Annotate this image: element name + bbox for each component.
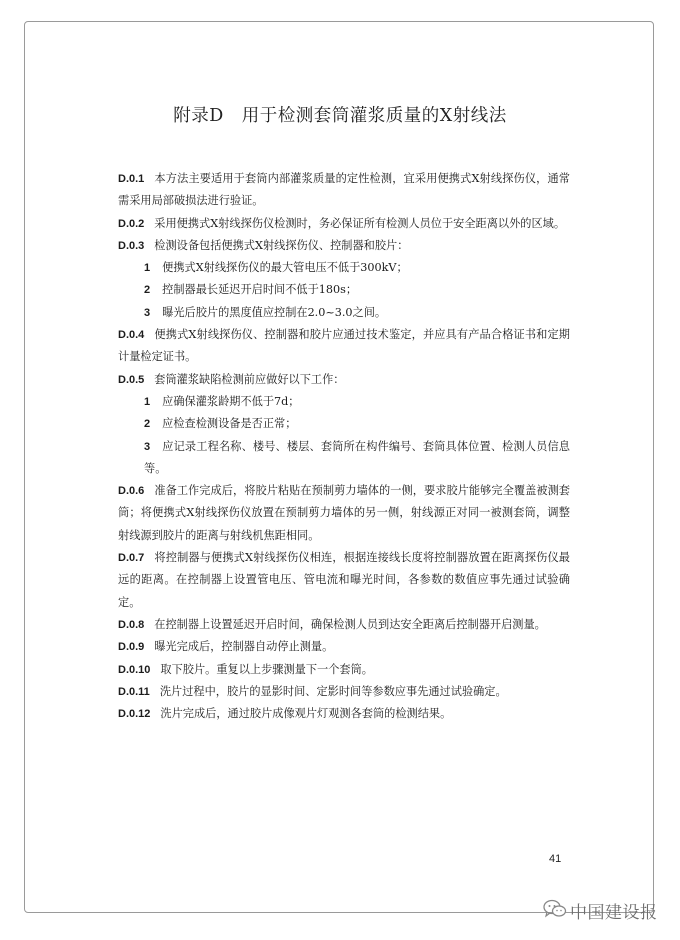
list-item-number: 2 [144,418,151,431]
watermark-text: 中国建设报 [570,903,658,923]
clause-number: D.0.4 [118,329,145,342]
list-item [118,413,570,435]
clause-number: D.0.10 [118,663,151,676]
list-item-number: 3 [144,440,151,453]
clause-d-0-10 [118,659,570,681]
clause-text: 准备工作完成后，将胶片粘贴在预制剪力墙体的一侧，要求胶片能够完全覆盖被测套筒；将便携式X射线探伤仪放置在预制剪力墙体的另一侧，射线源正对同一被测套筒，调整射线源到胶片的距离与射线机焦距相同。 [118,484,570,542]
clause-d-0-8 [118,614,570,636]
list-item-text: 应记录工程名称、楼号、楼层、套筒所在构件编号、套筒具体位置、检测人员信息等。 [144,439,570,475]
clause-d-0-12 [118,703,570,725]
clause-d-0-7 [118,547,570,614]
clause-text: 套筒灌浆缺陷检测前应做好以下工作： [154,372,345,386]
list-item-text: 应检查检测设备是否正常； [162,417,297,431]
clause-d-0-5 [118,369,570,391]
clause-number: D.0.7 [118,552,145,565]
clause-d-0-4 [118,324,570,369]
list-item-text: 曝光后胶片的黑度值应控制在2.0~3.0之间。 [162,305,387,319]
clause-number: D.0.9 [118,641,145,654]
clause-text: 将控制器与便携式X射线探伤仪相连，根据连接线长度将控制器放置在距离探伤仪最远的距离。在控制器上设置管电压、管电流和曝光时间，各参数的数值应事先通过试验确定。 [118,551,570,609]
clause-text: 洗片完成后，通过胶片成像观片灯观测各套筒的检测结果。 [160,707,452,721]
clause-text: 检测设备包括便携式X射线探伤仪、控制器和胶片： [154,238,409,252]
list-item-text: 应确保灌浆龄期不低于7d； [162,394,300,408]
list-item-number: 1 [144,395,151,408]
clause-number: D.0.8 [118,618,145,631]
clause-d-0-9 [118,636,570,658]
clause-text: 洗片过程中，胶片的显影时间、定影时间等参数应事先通过试验确定。 [159,684,507,698]
clause-number: D.0.2 [118,217,145,230]
clause-number: D.0.11 [118,685,150,698]
watermark [543,898,658,923]
clause-text: 采用便携式X射线探伤仪检测时，务必保证所有检测人员位于安全距离以外的区域。 [154,216,566,230]
list-item [118,436,570,481]
document-body [118,168,570,725]
page-title: 附录D 用于检测套筒灌浆质量的X射线法 [173,106,507,126]
clause-number: D.0.6 [118,485,145,498]
list-item-number: 3 [144,306,151,319]
list-item [118,302,570,324]
list-item [118,279,570,301]
clause-text: 便携式X射线探伤仪、控制器和胶片应通过技术鉴定，并应具有产品合格证书和定期计量检定证书。 [118,328,570,364]
list-item-number: 2 [144,284,151,297]
list-item-text: 便携式X射线探伤仪的最大管电压不低于300kV； [162,261,408,275]
clause-number: D.0.1 [118,173,145,185]
clause-d-0-1 [118,168,570,213]
clause-number: D.0.3 [118,239,145,252]
clause-d-0-6 [118,480,570,547]
clause-d-0-3 [118,235,570,257]
list-item-number: 1 [144,262,151,275]
wechat-logo-icon [543,899,567,923]
list-item [118,391,570,413]
clause-text: 取下胶片。重复以上步骤测量下一个套筒。 [160,662,373,676]
clause-text: 曝光完成后，控制器自动停止测量。 [154,640,334,654]
clause-number: D.0.5 [118,373,145,386]
page-number: 41 [549,853,562,865]
clause-d-0-2 [118,213,570,235]
clause-text: 本方法主要适用于套筒内部灌浆质量的定性检测，宜采用便携式X射线探伤仪，通常需采用局部破损法进行验证。 [118,172,570,208]
list-item [118,257,570,279]
clause-text: 在控制器上设置延迟开启时间，确保检测人员到达安全距离后控制器开启测量。 [154,617,546,631]
list-item-text: 控制器最长延迟开启时间不低于180s； [162,283,358,297]
clause-number: D.0.12 [118,708,151,721]
clause-d-0-11 [118,681,570,703]
